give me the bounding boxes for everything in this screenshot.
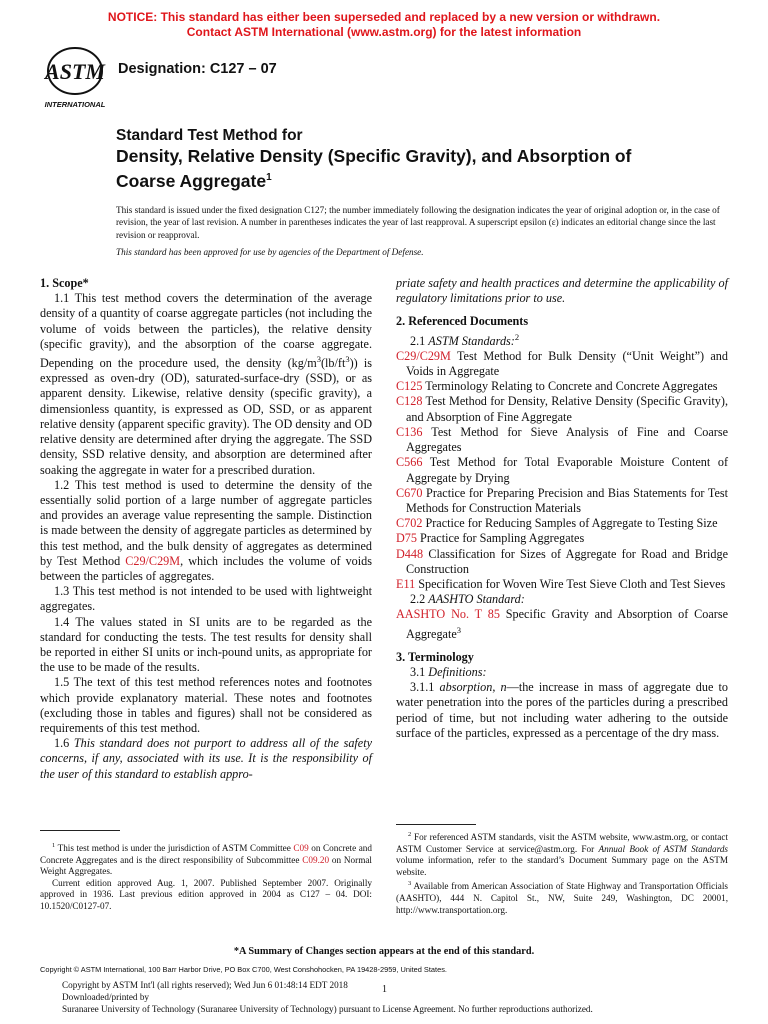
logo-letters: ASTM bbox=[45, 59, 105, 84]
astm-logo bbox=[40, 46, 110, 110]
right-column bbox=[396, 276, 728, 741]
footnote-1-edition: Current edition approved Aug. 1, 2007. Published September 2007. Originally approved in 1936. Last previous edition approved in 2004 as C127 – 04. DOI: 10.1520/C0127-07. bbox=[40, 877, 372, 912]
reference-link[interactable]: E11 bbox=[396, 576, 416, 591]
reference-item bbox=[396, 547, 728, 577]
reference-title: Practice for Reducing Samples of Aggregate to Testing Size bbox=[425, 516, 718, 531]
para-1-1-sup-2: 3 bbox=[345, 354, 350, 365]
astm-standards-label bbox=[396, 330, 728, 349]
terminology-heading: 3. Terminology bbox=[396, 649, 474, 664]
para-1-1 bbox=[40, 291, 372, 478]
reference-item bbox=[396, 455, 728, 485]
footnote-rule-right bbox=[396, 824, 476, 825]
footnote-2 bbox=[396, 829, 728, 878]
page-number: 1 bbox=[382, 984, 387, 995]
title-line-1: Standard Test Method for bbox=[116, 127, 303, 144]
definitions-label bbox=[396, 665, 728, 680]
para-1-5: 1.5 The text of this test method references notes and footnotes which provide explanatory material. These notes and footnotes (excluding those in tables and figures) shall not be considered as requirements of this test method. bbox=[40, 675, 372, 735]
reference-link[interactable]: C566 bbox=[396, 455, 423, 470]
para-3-1-1-num: 3.1.1 bbox=[410, 680, 440, 695]
footnote-1 bbox=[40, 840, 372, 878]
aashto-sup: 3 bbox=[456, 624, 462, 635]
link-c09-20[interactable]: C09.20 bbox=[302, 854, 330, 865]
footnotes-right bbox=[396, 829, 728, 916]
footnote-1-text-c: on Normal Weight Aggregates. bbox=[40, 854, 372, 877]
title-line-2: Density, Relative Density (Specific Gravity), and Absorption of Coarse Aggregate bbox=[116, 146, 632, 191]
reference-link[interactable]: C670 bbox=[396, 485, 423, 500]
approved-statement: This standard has been approved for use by agencies of the Department of Defense. bbox=[116, 247, 424, 257]
footer-line-2: Downloaded/printed by bbox=[62, 992, 150, 1002]
link-c09[interactable]: C09 bbox=[293, 843, 309, 854]
footnote-1-text-b: on Concrete and Concrete Aggregates and is the direct responsibility of Subcommittee bbox=[40, 843, 372, 865]
reference-item bbox=[396, 379, 728, 394]
reference-link[interactable]: C128 bbox=[396, 394, 423, 409]
para-1-6-num: 1.6 bbox=[54, 736, 74, 751]
astm-standards-sup: 2 bbox=[514, 331, 520, 342]
footnotes-left bbox=[40, 840, 372, 913]
reference-item bbox=[396, 394, 728, 424]
withdrawal-notice bbox=[0, 10, 768, 40]
definitions-num: 3.1 bbox=[410, 665, 429, 679]
para-1-2-text-a: 1.2 This test method is used to determine the density of the essentially solid portion of a large number of aggregate particles and provides an average value representing the sample. Distinction is made between the density of aggregate particles as determined by this test method, and the bulk density of aggregates as determined by Test Method bbox=[40, 477, 372, 568]
reference-item bbox=[396, 349, 728, 379]
reference-item bbox=[396, 516, 728, 531]
footnote-3 bbox=[396, 878, 728, 916]
referenced-docs-heading: 2. Referenced Documents bbox=[396, 314, 529, 329]
reference-item bbox=[396, 425, 728, 455]
footer-line-3: Suranaree University of Technology (Suranaree University of Technology) pursuant to License Agreement. No further reproductions authorized. bbox=[62, 1004, 593, 1014]
footnote-3-text: Available from American Association of State Highway and Transportation Officials (AASHTO), 444 N. Capitol St., NW, Suite 249, Washington, DC 20001, http://www.transportation.org. bbox=[396, 881, 728, 915]
aashto-standard-label bbox=[396, 592, 728, 607]
notice-line-1: NOTICE: This standard has either been superseded and replaced by a new version or withdrawn. bbox=[107, 10, 661, 24]
reference-title: Classification for Sizes of Aggregate for Road and Bridge Construction bbox=[406, 546, 729, 576]
footnote-2-italic: Annual Book of ASTM Standards bbox=[598, 843, 728, 854]
para-1-1-text-a: 1.1 This test method covers the determination of the average density of a quantity of coarse aggregate particles (not including the volume of voids between the particles), the relative density (specific gravity), and the absorption of the coarse aggregate. Depending on the procedure used, the density (kg/m bbox=[40, 291, 372, 371]
reference-title: Test Method for Bulk Density (“Unit Weight”) and Voids in Aggregate bbox=[406, 348, 728, 379]
reference-title: Specification for Woven Wire Test Sieve Cloth and Test Sieves bbox=[418, 576, 726, 591]
para-1-2-text-b: , which includes the volume of voids between the particles of aggregates. bbox=[40, 553, 372, 583]
reference-link[interactable]: C29/C29M bbox=[396, 348, 451, 363]
term-absorption: absorption, n bbox=[439, 680, 507, 695]
para-1-6-cont-text: priate safety and health practices and determine the applicability of regulatory limitations prior to use. bbox=[396, 276, 728, 306]
reference-title: Terminology Relating to Concrete and Concrete Aggregates bbox=[425, 379, 718, 394]
reference-title: Practice for Preparing Precision and Bias Statements for Test Methods for Construction Materials bbox=[406, 485, 728, 515]
reference-link[interactable]: D75 bbox=[396, 531, 417, 546]
designation: Designation: C127 – 07 bbox=[118, 61, 277, 77]
aashto-standard-num: 2.2 bbox=[410, 592, 429, 607]
document-title bbox=[116, 146, 676, 192]
para-1-1-sup-1: 3 bbox=[316, 354, 321, 365]
link-aashto-t85[interactable]: AASHTO No. T 85 bbox=[396, 607, 500, 622]
para-1-3: 1.3 This test method is not intended to be used with lightweight aggregates. bbox=[40, 584, 372, 614]
aashto-reference-title: Specific Gravity and Absorption of Coarse Aggregate bbox=[406, 607, 728, 641]
para-1-6-continued bbox=[396, 276, 728, 306]
summary-of-changes-note: *A Summary of Changes section appears at the end of this standard. bbox=[233, 946, 535, 957]
reference-item bbox=[396, 486, 728, 516]
reference-title: Test Method for Density, Relative Density (Specific Gravity), and Absorption of Fine Aggregate bbox=[406, 394, 729, 424]
para-1-6 bbox=[40, 736, 372, 782]
reference-title: Test Method for Sieve Analysis of Fine and Coarse Aggregates bbox=[406, 424, 729, 455]
reference-link[interactable]: D448 bbox=[396, 546, 424, 561]
link-c29[interactable]: C29/C29M bbox=[125, 553, 181, 568]
footer-line-1: Copyright by ASTM Int'l (all rights reserved); Wed Jun 6 01:48:14 EDT 2018 bbox=[62, 980, 348, 990]
para-1-4: 1.4 The values stated in SI units are to be regarded as the standard for conducting the tests. The test results for density shall be reported in either SI units or inch-pound units, as appropriate for the use to be made of the results. bbox=[40, 614, 372, 675]
logo-caption: INTERNATIONAL bbox=[44, 100, 106, 109]
reference-item bbox=[396, 531, 728, 546]
reference-link[interactable]: C125 bbox=[396, 379, 423, 394]
reference-item bbox=[396, 577, 728, 592]
footnote-rule-left bbox=[40, 830, 120, 831]
aashto-standard-text: AASHTO Standard: bbox=[428, 592, 525, 607]
reference-title: Test Method for Total Evaporable Moisture Content of Aggregate by Drying bbox=[406, 455, 729, 485]
para-3-1-1 bbox=[396, 680, 728, 741]
reference-title: Practice for Sampling Aggregates bbox=[420, 531, 585, 546]
footnote-2-text-b: volume information, refer to the standard’s Document Summary page on the ASTM website. bbox=[396, 855, 728, 877]
notice-line-2: Contact ASTM International (www.astm.org) for the latest information bbox=[186, 25, 582, 39]
scope-heading: 1. Scope* bbox=[40, 276, 89, 290]
reference-link[interactable]: C702 bbox=[396, 516, 423, 531]
footnote-3-marker: 3 bbox=[408, 880, 412, 888]
para-1-2 bbox=[40, 478, 372, 584]
para-1-1-text-b: (lb/ft bbox=[320, 356, 346, 371]
definitions-text: Definitions: bbox=[428, 665, 487, 679]
footnote-1-text-a: This test method is under the jurisdiction of ASTM Committee bbox=[55, 843, 294, 854]
reference-list bbox=[396, 349, 728, 592]
title-footnote-ref: 1 bbox=[266, 172, 272, 183]
footnote-2-marker: 2 bbox=[408, 831, 412, 838]
aashto-reference bbox=[396, 607, 728, 641]
left-column bbox=[40, 276, 372, 782]
para-1-1-text-c: )) is expressed as oven-dry (OD), saturated-surface-dry (SSD), or as apparent density. Likewise, relative density (specific gravity), a dimensionless quantity, is expressed as OD, SSD, or as apparent relative density (apparent specific gravity). The OD density and OD relative density are determined after drying the aggregate. The SSD density, SSD relative density, and absorption are determined after soaking the aggregate in water for a prescribed duration. bbox=[40, 356, 372, 477]
intro-paragraph: This standard is issued under the fixed designation C127; the number immediately following the designation indicates the year of original adoption or, in the case of revision, the year of last revision. A number in parentheses indicates the year of last reapproval. A superscript epsilon (ε) indicates an editorial change since the last revision or reapproval. bbox=[116, 205, 720, 240]
footnote-1-marker: 1 bbox=[52, 842, 56, 849]
astm-standards-num: 2.1 bbox=[410, 333, 429, 348]
download-footer bbox=[62, 979, 593, 1015]
para-1-6-text: This standard does not purport to address all of the safety concerns, if any, associated with its use. It is the responsibility of the user of this standard to establish appro- bbox=[40, 736, 372, 781]
copyright-line: Copyright © ASTM International, 100 Barr Harbor Drive, PO Box C700, West Conshohocken, PA 19428-2959, United States. bbox=[40, 965, 447, 974]
para-3-1-1-text: —the increase in mass of aggregate due to water penetration into the pores of the particles during a prescribed period of time, but not including water adhering to the outside surface of the particles, expressed as a percentage of the dry mass. bbox=[396, 680, 729, 740]
astm-standards-text: ASTM Standards: bbox=[428, 333, 515, 348]
footnote-2-text-a: For referenced ASTM standards, visit the ASTM website, www.astm.org, or contact ASTM Customer Service at service@astm.org. For bbox=[396, 832, 728, 854]
reference-link[interactable]: C136 bbox=[396, 424, 423, 439]
